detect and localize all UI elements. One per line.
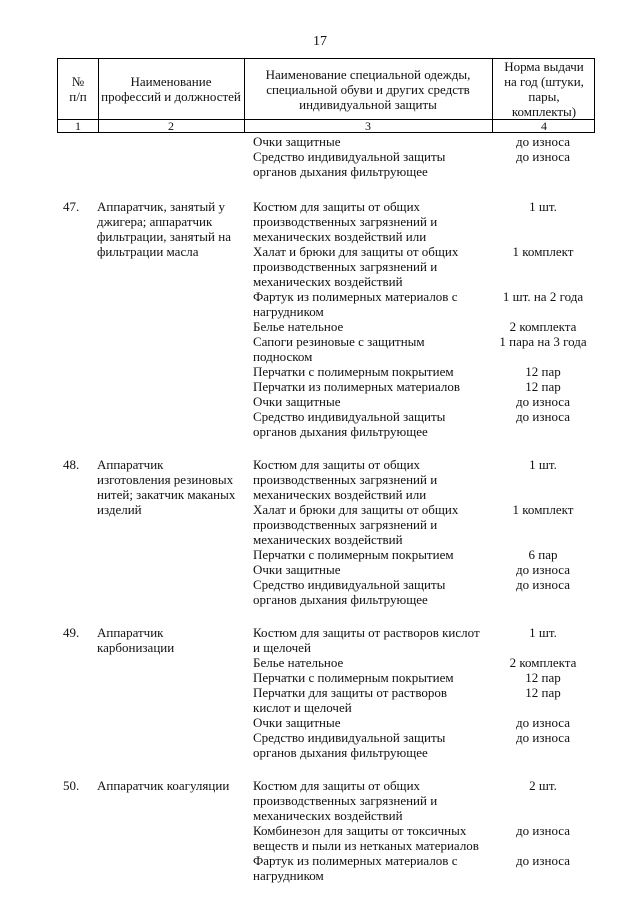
profession-name: Аппаратчик карбонизации — [97, 625, 175, 655]
norm-value: до износа — [516, 823, 570, 838]
equipment-item: Костюм для защиты от растворов кислот и щелочей — [253, 625, 480, 655]
equipment-item: Костюм для защиты от общих производственных загрязнений и механических воздействий или — [253, 199, 438, 244]
header-colnum-1: 1 — [75, 119, 81, 133]
norm-value: 12 пар — [525, 670, 561, 685]
equipment-item: Халат и брюки для защиты от общих производственных загрязнений и механических воздействий — [253, 502, 459, 547]
equipment-item: Средство индивидуальной защиты органов дыхания фильтрующее — [253, 577, 446, 607]
norm-value: 2 комплекта — [509, 655, 577, 670]
profession-group-50 — [57, 778, 595, 883]
norm-value: 1 пара на 3 года — [499, 334, 587, 349]
norm-value: 1 комплект — [512, 502, 574, 517]
equipment-item: Перчатки для защиты от растворов кислот и щелочей — [253, 685, 448, 715]
header-colnum-4: 4 — [541, 119, 547, 133]
equipment-item: Фартук из полимерных материалов с нагрудником — [253, 289, 458, 319]
header-col-norm: Норма выдачи на год (штуки, пары, комплекты) — [504, 59, 584, 119]
equipment-item: Перчатки с полимерным покрытием — [253, 670, 454, 685]
row-number: 48. — [63, 457, 80, 472]
profession-group-48 — [57, 457, 595, 607]
equipment-item: Средство индивидуальной защиты органов дыхания фильтрующее — [253, 730, 446, 760]
equipment-item: Средство индивидуальной защиты органов дыхания фильтрующее — [253, 409, 446, 439]
table-header — [57, 58, 595, 133]
norm-value: 2 шт. — [529, 778, 557, 793]
profession-name: Аппаратчик коагуляции — [97, 778, 230, 793]
equipment-item: Сапоги резиновые с защитным подноском — [253, 334, 425, 364]
page-number: 17 — [313, 34, 327, 49]
row-number: 47. — [63, 199, 80, 214]
equipment-item: Белье нательное — [253, 655, 344, 670]
norm-value: 12 пар — [525, 379, 561, 394]
norm-value: 1 шт. — [529, 457, 557, 472]
norm-value: до износа — [516, 577, 570, 592]
header-col-number: № п/п — [69, 74, 87, 104]
norm-value: 1 комплект — [512, 244, 574, 259]
header-colnum-2: 2 — [168, 119, 174, 133]
equipment-item: Перчатки из полимерных материалов — [253, 379, 461, 394]
equipment-item: Белье нательное — [253, 319, 344, 334]
norm-value: 2 комплекта — [509, 319, 577, 334]
norm-value: до износа — [516, 149, 570, 164]
row-number: 50. — [63, 778, 80, 793]
table-row — [57, 134, 595, 179]
equipment-item: Перчатки с полимерным покрытием — [253, 547, 454, 562]
table-body — [57, 134, 595, 883]
equipment-item: Комбинезон для защиты от токсичных веществ и пыли из нетканых материалов — [253, 823, 479, 853]
profession-group-49 — [57, 625, 595, 760]
norm-value: 12 пар — [525, 364, 561, 379]
norm-value: до износа — [516, 715, 570, 730]
equipment-item: Средство индивидуальной защиты органов дыхания фильтрующее — [253, 149, 446, 179]
equipment-item: Перчатки с полимерным покрытием — [253, 364, 454, 379]
profession-name: Аппаратчик, занятый у джигера; аппаратчик фильтрации, занятый на фильтрации масла — [97, 199, 231, 259]
norm-value: до износа — [516, 853, 570, 868]
profession-group-47 — [57, 199, 595, 439]
norm-value: 1 шт. — [529, 625, 557, 640]
header-colnum-3: 3 — [365, 119, 371, 133]
norm-value: 1 шт. — [529, 199, 557, 214]
profession-name: Аппаратчик изготовления резиновых нитей; закатчик маканых изделий — [97, 457, 236, 517]
equipment-item: Очки защитные — [253, 562, 341, 577]
row-number: 49. — [63, 625, 80, 640]
continuation-block — [57, 134, 595, 179]
norm-value: 1 шт. на 2 года — [502, 289, 584, 304]
norm-value: до износа — [516, 730, 570, 745]
norm-value: до износа — [516, 562, 570, 577]
norm-value: до износа — [516, 134, 570, 149]
norm-value: до износа — [516, 394, 570, 409]
equipment-item: Очки защитные — [253, 394, 341, 409]
equipment-item: Костюм для защиты от общих производственных загрязнений и механических воздействий или — [253, 457, 438, 502]
equipment-item: Очки защитные — [253, 715, 341, 730]
norm-value: до износа — [516, 409, 570, 424]
header-col-equipment: Наименование специальной одежды, специальной обуви и других средств индивидуальной защиты — [265, 66, 471, 112]
equipment-item: Фартук из полимерных материалов с нагрудником — [253, 853, 458, 883]
equipment-item: Очки защитные — [253, 134, 341, 149]
norm-value: 12 пар — [525, 685, 561, 700]
norm-value: 6 пар — [528, 547, 558, 562]
header-col-profession: Наименование профессий и должностей — [101, 74, 241, 104]
equipment-item: Костюм для защиты от общих производственных загрязнений и механических воздействий — [253, 778, 438, 823]
equipment-item: Халат и брюки для защиты от общих производственных загрязнений и механических воздействий — [253, 244, 459, 289]
